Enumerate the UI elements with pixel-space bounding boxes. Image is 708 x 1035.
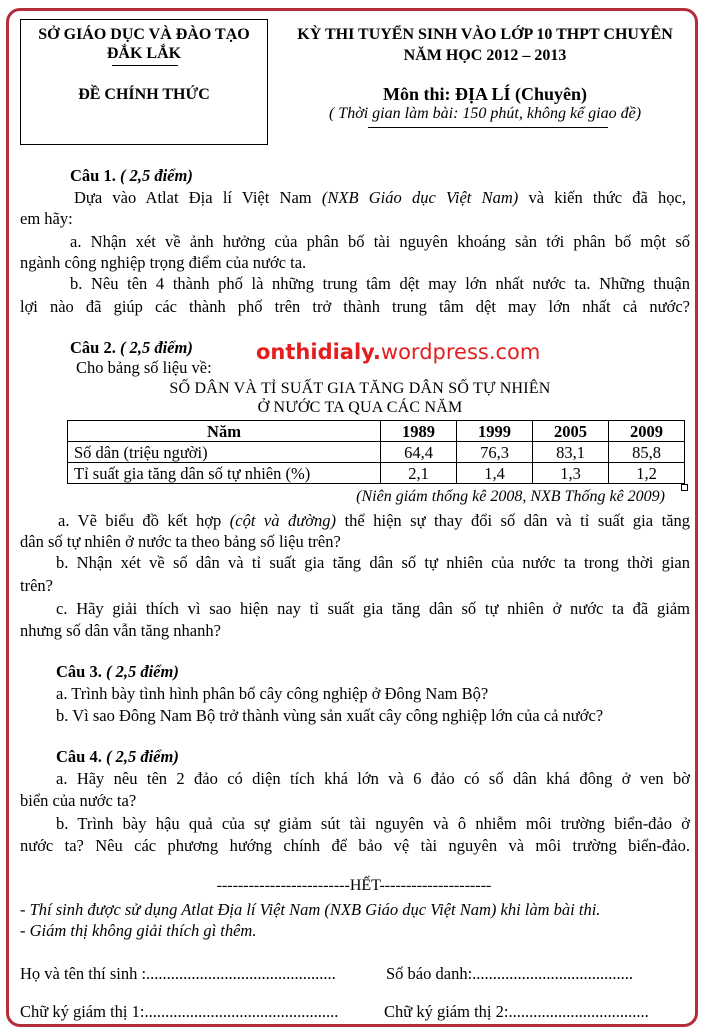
- question-1-intro-cont: em hãy:: [20, 209, 73, 228]
- table-cell: Tỉ suất gia tăng dân số tự nhiên (%): [68, 463, 381, 484]
- question-2-score: ( 2,5 điểm): [115, 338, 193, 357]
- table-header-cell: 1999: [457, 421, 533, 442]
- table-cell: 85,8: [609, 442, 685, 463]
- table-cell: 2,1: [381, 463, 457, 484]
- table-header-cell: 1989: [381, 421, 457, 442]
- department-name: SỞ GIÁO DỤC VÀ ĐÀO TẠO: [38, 26, 250, 43]
- table-row: [68, 442, 685, 463]
- question-4-score: ( 2,5 điểm): [101, 747, 179, 766]
- question-2c-line1: c. Hãy giải thích vì sao hiện nay tỉ suất gia tăng dân số tự nhiên ở nước ta đã giảm: [56, 599, 690, 618]
- table-source: (Niên giám thống kê 2008, NXB Thống kê 2009): [356, 488, 665, 505]
- school-year: NĂM HỌC 2012 – 2013: [403, 47, 567, 64]
- question-1a-line1: a. Nhận xét về ảnh hưởng của phân bố tài nguyên khoáng sản tới phân bố một số: [70, 232, 690, 251]
- question-2a-line1: [58, 510, 690, 531]
- question-4a-line1: a. Hãy nêu tên 2 đảo có diện tích khá lớn và 6 đảo có số dân khá đông ở ven bờ: [56, 769, 690, 788]
- table-resize-handle[interactable]: [681, 484, 688, 491]
- table-header-cell: Năm: [68, 421, 381, 442]
- table-cell: 83,1: [533, 442, 609, 463]
- table-cell: 64,4: [381, 442, 457, 463]
- intro-publisher: (NXB Giáo dục Việt Nam): [321, 188, 519, 207]
- question-4a-line2: biển của nước ta?: [20, 791, 137, 810]
- candidate-name-field: Họ và tên thí sinh :..............................................: [20, 964, 336, 983]
- table-cell: 1,3: [533, 463, 609, 484]
- table-cell: 1,4: [457, 463, 533, 484]
- watermark-part2: wordpress.com: [380, 340, 541, 364]
- invigilator-2-signature: Chữ ký giám thị 2:..................................: [384, 1002, 649, 1021]
- question-1-title: Câu 1.: [70, 166, 116, 185]
- note-invigilator: - Giám thị không giải thích gì thêm.: [20, 921, 257, 940]
- end-marker: -------------------------HẾT---------------------: [216, 877, 492, 894]
- exam-subject: Môn thi: ĐỊA LÍ (Chuyên): [382, 84, 588, 104]
- candidate-number-field: Số báo danh:.......................................: [386, 964, 634, 983]
- exam-header: [276, 24, 694, 66]
- table-title-line2: Ở NƯỚC TA QUA CÁC NĂM: [257, 399, 463, 416]
- official-label: ĐỀ CHÍNH THỨC: [78, 86, 210, 103]
- question-2a-line2: dân số tự nhiên ở nước ta theo bảng số liệu trên?: [20, 532, 341, 551]
- question-3a: a. Trình bày tình hình phân bố cây công nghiệp ở Đông Nam Bộ?: [56, 684, 489, 703]
- table-header-row: [68, 421, 685, 442]
- question-2-title: Câu 2.: [70, 338, 116, 357]
- question-2b-line1: b. Nhận xét về số dân và tỉ suất gia tăng dân số tự nhiên của nước ta trong thời gian: [56, 553, 690, 572]
- table-cell: 1,2: [609, 463, 685, 484]
- question-3-score: ( 2,5 điểm): [101, 662, 179, 681]
- question-2a-text: a. Vẽ biểu đồ kết hợp: [58, 511, 230, 530]
- population-table: [67, 420, 685, 484]
- question-1b-line1: b. Nêu tên 4 thành phố là những trung tâm dệt may lớn nhất nước ta. Những thuận: [70, 274, 690, 293]
- question-4b-line1: b. Trình bày hậu quả của sự giảm sút tài nguyên và ô nhiễm môi trường biển-đảo ở: [56, 814, 690, 833]
- question-1a-line2: ngành công nghiệp trọng điểm của nước ta.: [20, 253, 307, 272]
- table-cell: 76,3: [457, 442, 533, 463]
- intro-text: Dựa vào Atlat Địa lí Việt Nam: [74, 188, 322, 207]
- question-4-title: Câu 4.: [56, 747, 102, 766]
- question-2a-text-end: thể hiện sự thay đổi số dân và tỉ suất gia tăng: [336, 511, 690, 530]
- question-2a-chart-type: (cột và đường): [229, 511, 337, 530]
- exam-duration: ( Thời gian làm bài: 150 phút, không kể giao đề): [328, 105, 642, 122]
- question-1b-line2: lợi nào đã giúp các thành phố trên trở thành trung tâm dệt may lớn nhất cả nước?: [20, 297, 690, 316]
- exam-name: KỲ THI TUYỂN SINH VÀO LỚP 10 THPT CHUYÊN: [297, 26, 673, 43]
- table-header-cell: 2005: [533, 421, 609, 442]
- question-3-heading: [56, 661, 179, 682]
- question-2b-line2: trên?: [20, 576, 53, 595]
- table-header-cell: 2009: [609, 421, 685, 442]
- question-2c-line2: nhưng số dân vẫn tăng nhanh?: [20, 621, 221, 640]
- question-4-heading: [56, 746, 179, 767]
- note-atlas: - Thí sinh được sử dụng Atlat Địa lí Việt Nam (NXB Giáo dục Việt Nam) khi làm bài thi.: [20, 900, 601, 919]
- question-2-heading: [70, 337, 193, 358]
- watermark-part1: onthidialy.: [256, 340, 381, 364]
- invigilator-1-signature: Chữ ký giám thị 1:...............................................: [20, 1002, 339, 1021]
- question-1-score: ( 2,5 điểm): [115, 166, 193, 185]
- question-3b: b. Vì sao Đông Nam Bộ trở thành vùng sản xuất cây công nghiệp lớn của cả nước?: [56, 706, 604, 725]
- question-1-heading: [70, 165, 193, 186]
- province-name: ĐẮK LẮK: [106, 45, 182, 62]
- question-1-intro: [74, 187, 686, 208]
- intro-text-end: và kiến thức đã học,: [518, 188, 686, 207]
- table-title-line1: SỐ DÂN VÀ TỈ SUẤT GIA TĂNG DÂN SỐ TỰ NHIÊN: [169, 380, 551, 397]
- duration-underline: [368, 127, 608, 128]
- table-row: [68, 463, 685, 484]
- question-4b-line2: nước ta? Nêu các phương hướng chính để bảo vệ tài nguyên và môi trường biển-đảo.: [20, 836, 690, 855]
- question-3-title: Câu 3.: [56, 662, 102, 681]
- header-divider: [112, 65, 178, 66]
- table-cell: Số dân (triệu người): [68, 442, 381, 463]
- question-2-intro: Cho bảng số liệu về:: [76, 358, 212, 377]
- watermark: [256, 340, 540, 364]
